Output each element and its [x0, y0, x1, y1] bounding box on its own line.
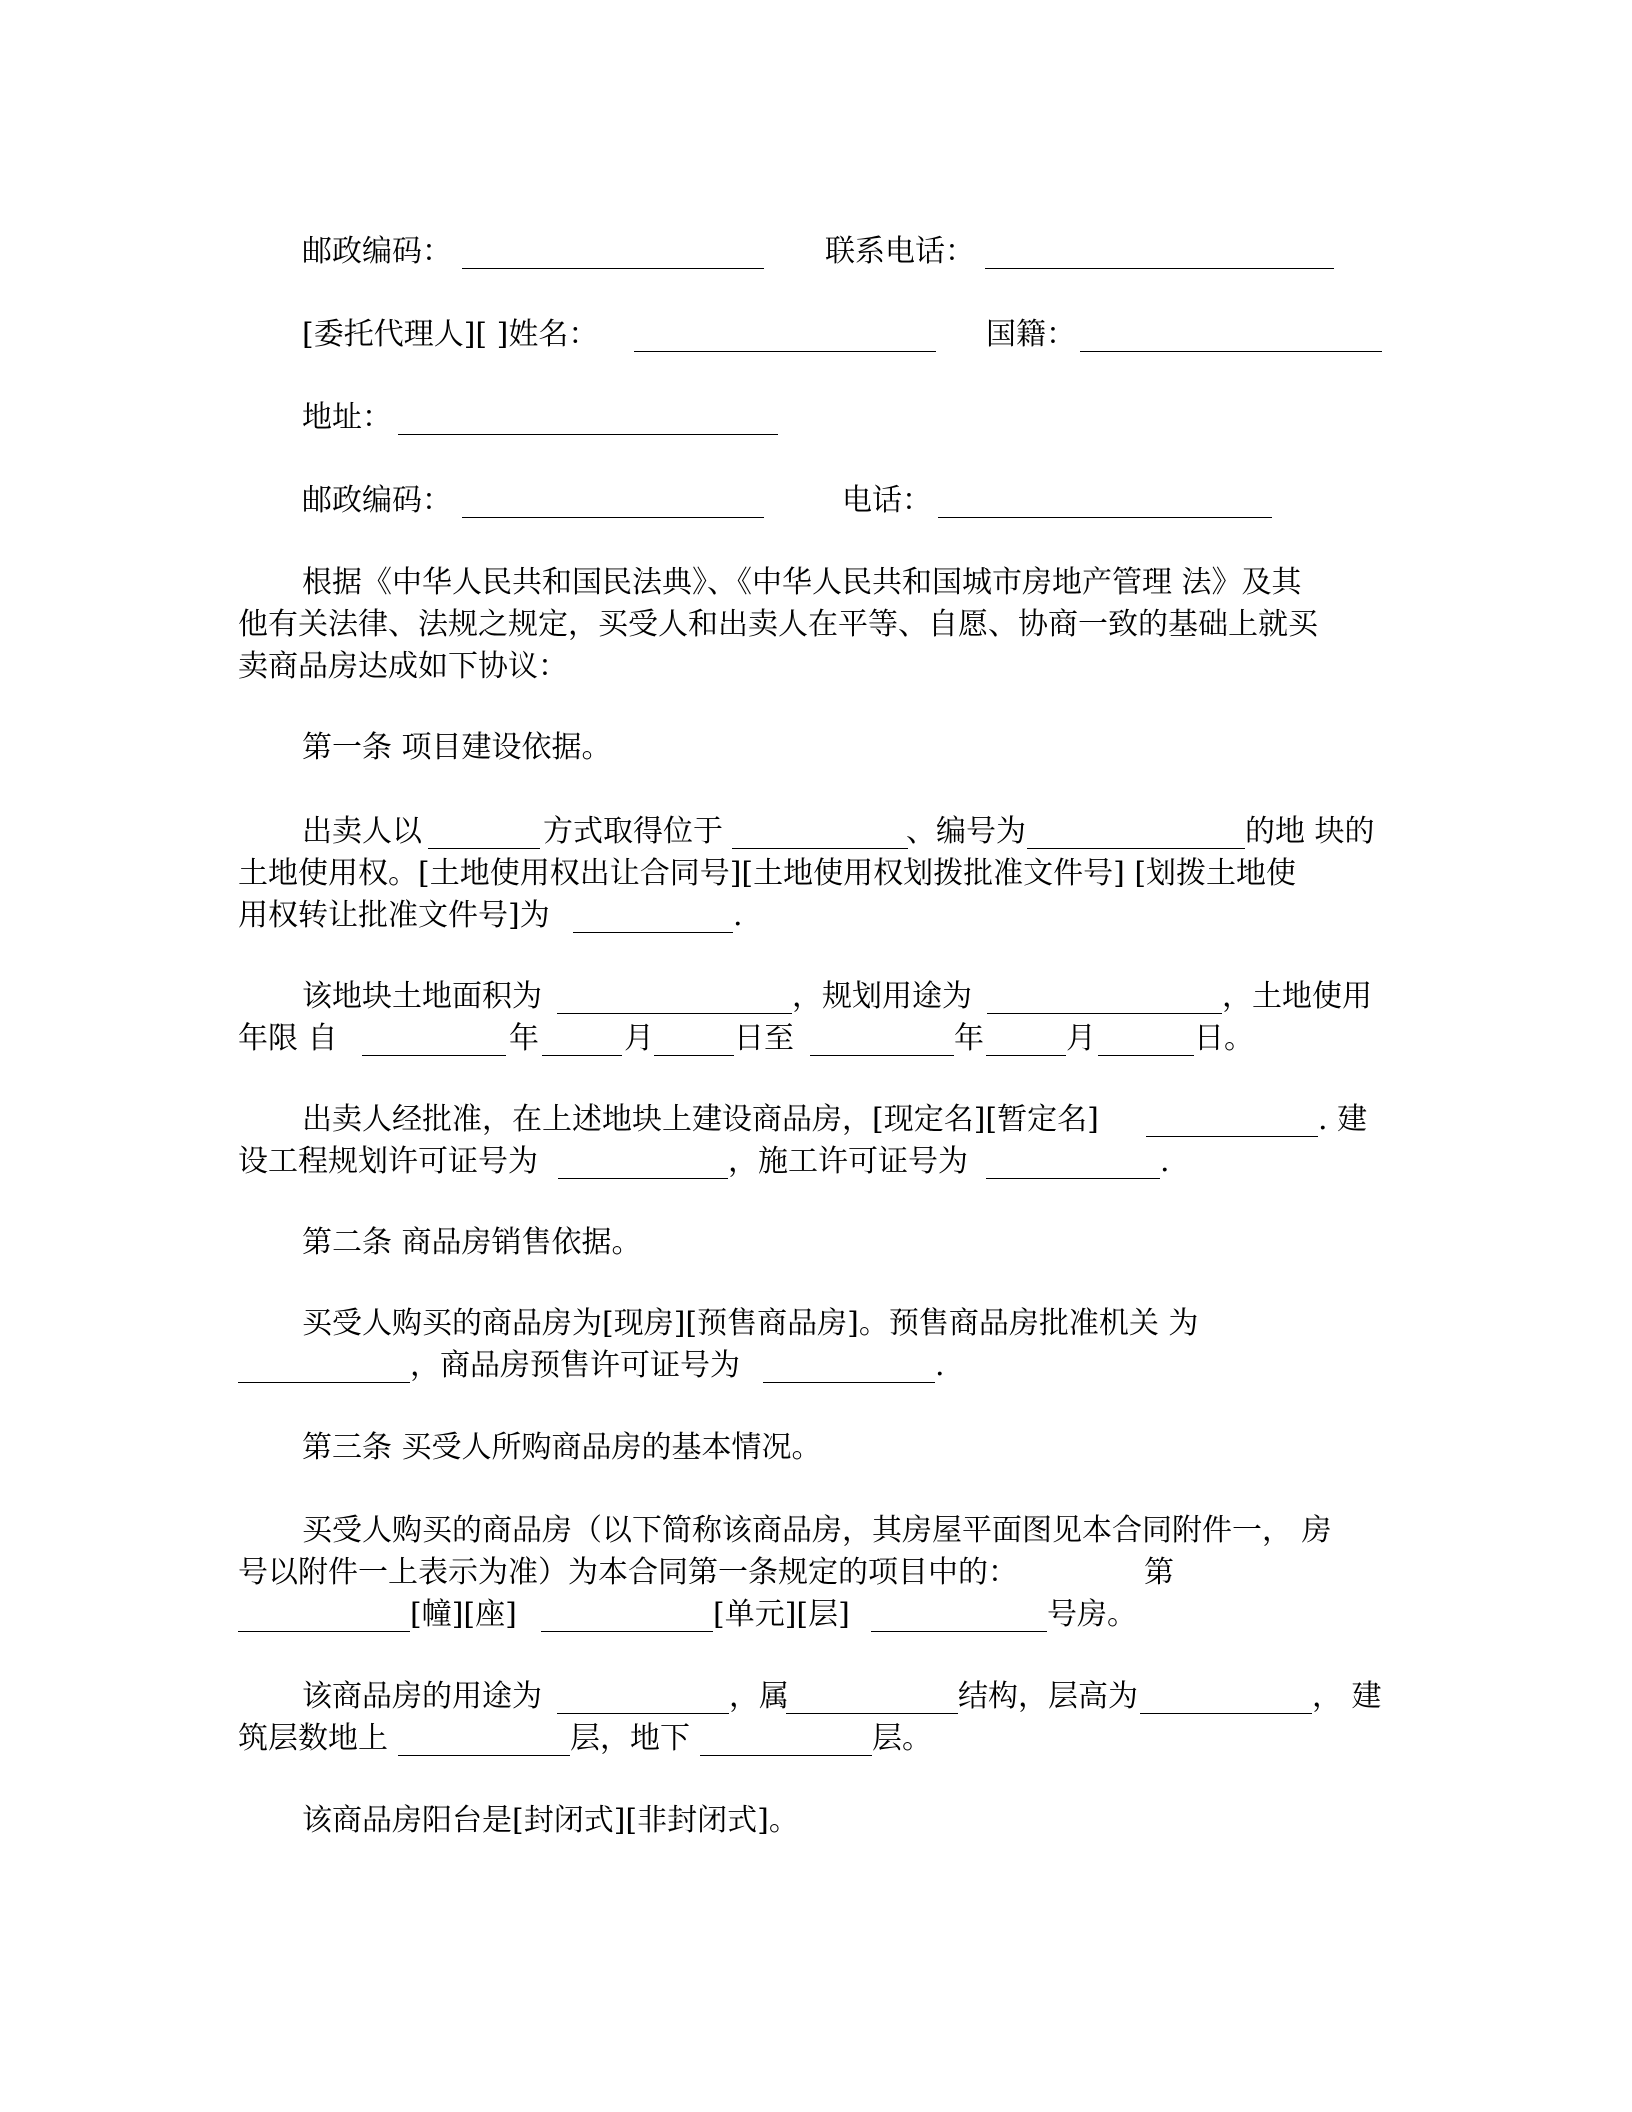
day-label-2: 日。: [1194, 1021, 1254, 1056]
planned-use-label: ，规划用途为: [792, 979, 972, 1014]
term-from-label: 年限 自: [238, 1021, 338, 1056]
house-use-line-1: [0, 1675, 1632, 1719]
intro-paragraph-line-1: [0, 561, 1632, 605]
construction-start-label: . 建: [1318, 1102, 1368, 1137]
planned-use-blank[interactable]: [987, 1013, 1222, 1014]
land-area-label: 该地块土地面积为: [302, 979, 542, 1014]
postal-code-label: 邮政编码：: [302, 234, 452, 269]
unit-floor-label: [单元][层]: [713, 1597, 850, 1632]
building-number-blank[interactable]: [238, 1631, 410, 1632]
land-area-blank[interactable]: [557, 1013, 792, 1014]
period-2: .: [1160, 1144, 1170, 1179]
start-year-blank[interactable]: [362, 1055, 506, 1056]
article-3-heading: [0, 1426, 1632, 1470]
address-line: [0, 396, 1632, 440]
period-3: .: [935, 1348, 945, 1383]
seller-by-label: 出卖人以: [302, 814, 422, 849]
ordinal-label: 第: [1144, 1555, 1174, 1590]
land-acquisition-line-1: [0, 810, 1632, 854]
intro-paragraph-line-2: [0, 603, 1632, 647]
house-use-blank[interactable]: [557, 1713, 729, 1714]
planning-permit-label: 设工程规划许可证号为: [238, 1144, 538, 1179]
floors-above-label: 筑层数地上: [238, 1721, 388, 1756]
land-location-blank[interactable]: [732, 848, 908, 849]
land-number-blank[interactable]: [1027, 848, 1245, 849]
building-name-label: 出卖人经批准，在上述地块上建设商品房，[现定名][暂定名]: [302, 1102, 1099, 1137]
postal-code-label-2: 邮政编码：: [302, 483, 452, 518]
balcony-text: 该商品房阳台是[封闭式][非封闭式]。: [302, 1803, 799, 1838]
period-1: .: [733, 898, 743, 933]
approval-authority-blank[interactable]: [238, 1382, 410, 1383]
land-parcel-label: 的地 块的: [1245, 814, 1375, 849]
article-1-heading: [0, 726, 1632, 770]
postal-phone-line-1: [0, 230, 1632, 274]
number-label: 、编号为: [906, 814, 1026, 849]
house-info-text-1: 买受人购买的商品房（以下简称该商品房，其房屋平面图见本合同附件一， 房: [302, 1513, 1332, 1548]
building-approval-line-1: [0, 1098, 1632, 1142]
year-label-2: 年: [954, 1021, 984, 1056]
house-use-line-2: [0, 1717, 1632, 1761]
nationality-blank[interactable]: [1080, 351, 1382, 352]
floor-height-label: 结构，层高为: [958, 1679, 1138, 1714]
article-2-heading: [0, 1221, 1632, 1265]
article-3-title: 第三条 买受人所购商品房的基本情况。: [302, 1430, 822, 1465]
intro-paragraph-line-3: [0, 645, 1632, 689]
address-label: 地址：: [302, 400, 392, 435]
start-day-blank[interactable]: [654, 1055, 734, 1056]
land-area-line-1: [0, 975, 1632, 1019]
floors-above-blank[interactable]: [398, 1755, 570, 1756]
house-info-line-2: [0, 1551, 1632, 1595]
structure-blank[interactable]: [786, 1713, 958, 1714]
intro-text-2: 他有关法律、法规之规定，买受人和出卖人在平等、自愿、协商一致的基础上就买: [238, 607, 1318, 642]
house-info-text-2: 号以附件一上表示为准）为本合同第一条规定的项目中的：: [238, 1555, 1018, 1590]
month-label-1: 月: [624, 1021, 654, 1056]
agent-name-blank[interactable]: [634, 351, 936, 352]
floor-height-blank[interactable]: [1140, 1713, 1312, 1714]
end-day-blank[interactable]: [1098, 1055, 1194, 1056]
floors-below-blank[interactable]: [700, 1755, 872, 1756]
construction-permit-blank[interactable]: [986, 1178, 1160, 1179]
day-to-label: 日至: [734, 1021, 794, 1056]
postal-code-blank-2[interactable]: [462, 517, 764, 518]
start-month-blank[interactable]: [542, 1055, 622, 1056]
land-acquisition-line-2: [0, 852, 1632, 896]
floors-end-label: 层。: [872, 1721, 932, 1756]
balcony-line: [0, 1799, 1632, 1843]
address-blank[interactable]: [398, 434, 778, 435]
approval-doc-blank[interactable]: [573, 932, 733, 933]
floors-start-label: ， 建: [1312, 1679, 1382, 1714]
room-label: 号房。: [1047, 1597, 1137, 1632]
year-label-1: 年: [509, 1021, 539, 1056]
postal-code-blank[interactable]: [462, 268, 764, 269]
floors-below-label: 层，地下: [570, 1721, 690, 1756]
sales-basis-text: 买受人购买的商品房为[现房][预售商品房]。预售商品房批准机关 为: [302, 1306, 1199, 1341]
presale-permit-blank[interactable]: [763, 1382, 935, 1383]
nationality-label: 国籍：: [986, 317, 1076, 352]
transfer-approval-label: 用权转让批准文件号]为: [238, 898, 550, 933]
sales-basis-line-1: [0, 1302, 1632, 1346]
building-approval-line-2: [0, 1140, 1632, 1184]
article-2-title: 第二条 商品房销售依据。: [302, 1225, 642, 1260]
presale-permit-label: ，商品房预售许可证号为: [410, 1348, 740, 1383]
intro-text-3: 卖商品房达成如下协议：: [238, 649, 568, 684]
postal-phone-line-2: [0, 479, 1632, 523]
land-term-label: ，土地使用: [1222, 979, 1372, 1014]
contact-phone-blank[interactable]: [985, 268, 1334, 269]
building-block-label: [幢][座]: [410, 1597, 517, 1632]
agent-name-line: [0, 313, 1632, 357]
article-1-title: 第一条 项目建设依据。: [302, 730, 612, 765]
land-area-line-2: [0, 1017, 1632, 1061]
contact-phone-label: 联系电话：: [825, 234, 975, 269]
sales-basis-line-2: [0, 1344, 1632, 1388]
end-month-blank[interactable]: [986, 1055, 1066, 1056]
agent-name-label: [委托代理人][ ]姓名：: [302, 317, 599, 352]
house-use-label: 该商品房的用途为: [302, 1679, 542, 1714]
land-use-right-text: 土地使用权。[土地使用权出让合同号][土地使用权划拨批准文件号] [划拨土地使: [238, 856, 1297, 891]
phone-label: 电话：: [842, 483, 932, 518]
house-info-line-3: [0, 1593, 1632, 1637]
acquisition-method-blank[interactable]: [428, 848, 540, 849]
month-label-2: 月: [1066, 1021, 1096, 1056]
intro-text-1: 根据《中华人民共和国民法典》、《中华人民共和国城市房地产管理 法》及其: [302, 565, 1302, 600]
planning-permit-blank[interactable]: [558, 1178, 728, 1179]
construction-permit-label: ，施工许可证号为: [728, 1144, 968, 1179]
room-number-blank[interactable]: [871, 1631, 1047, 1632]
house-info-line-1: [0, 1509, 1632, 1553]
phone-blank[interactable]: [938, 517, 1272, 518]
building-name-blank[interactable]: [1146, 1136, 1318, 1137]
structure-label: ，属: [729, 1679, 789, 1714]
unit-floor-blank[interactable]: [541, 1631, 713, 1632]
located-at-label: 方式取得位于: [543, 814, 723, 849]
end-year-blank[interactable]: [810, 1055, 954, 1056]
land-acquisition-line-3: [0, 894, 1632, 938]
